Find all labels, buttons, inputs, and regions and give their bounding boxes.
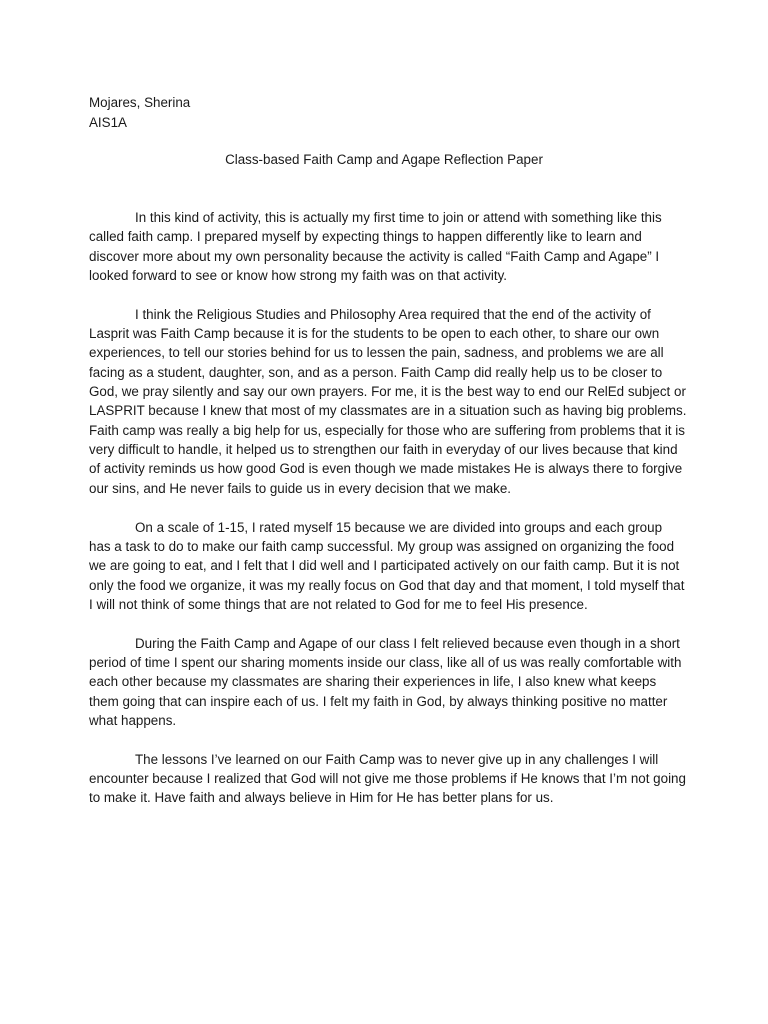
paper-title: Class-based Faith Camp and Agape Reflection Paper xyxy=(225,152,543,167)
body-text xyxy=(89,208,687,827)
author-name: Mojares, Sherina xyxy=(89,95,191,110)
paragraph: I think the Religious Studies and Philosophy Area required that the end of the activity of Lasprit was Faith Camp because it is for the students to be open to each other, to share our own experiences, to tell our stories behind for us to lessen the pain, sadness, and problems we are all facing as a student, daughter, son, and as a person. Faith Camp did really help us to be closer to God, we pray silently and say our own prayers. For me, it is the best way to end our RelEd subject or LASPRIT because I knew that most of my classmates are in a situation such as having big problems. Faith camp was really a big help for us, especially for those who are suffering from problems that it is very difficult to handle, it helped us to strengthen our faith in everyday of our lives because that kind of activity reminds us how good God is even though we made mistakes He is always there to forgive our sins, and He never fails to guide us in every decision that we make. xyxy=(89,306,687,496)
paragraph: During the Faith Camp and Agape of our class I felt relieved because even though in a short period of time I spent our sharing moments inside our class, like all of us was really comfortable with each other because my classmates are sharing their experiences in life, I also knew what keeps them going that can inspire each of us. I felt my faith in God, by always thinking positive no matter what happens. xyxy=(89,635,682,728)
paragraph: The lessons I’ve learned on our Faith Camp was to never give up in any challenges I will encounter because I realized that God will not give me those problems if He knows that I’m not going to make it. Have faith and always believe in Him for He has better plans for us. xyxy=(89,751,686,806)
class-section: AIS1A xyxy=(89,114,127,130)
paragraph: In this kind of activity, this is actually my first time to join or attend with something like this called faith camp. I prepared myself by expecting things to happen differently like to learn and discover more about my own personality because the activity is called “Faith Camp and Agape” I looked forward to see or know how strong my faith was on that activity. xyxy=(89,210,662,284)
paragraph: On a scale of 1-15, I rated myself 15 because we are divided into groups and each group has a task to do to make our faith camp successful. My group was assigned on organizing the food we are going to eat, and I felt that I did well and I participated actively on our faith camp. But it is not only the food we organize, it was my really focus on God that day and that moment, I told myself that I will not think of some things that are not related to God for me to feel His presence. xyxy=(89,519,685,612)
header-block xyxy=(89,93,190,132)
